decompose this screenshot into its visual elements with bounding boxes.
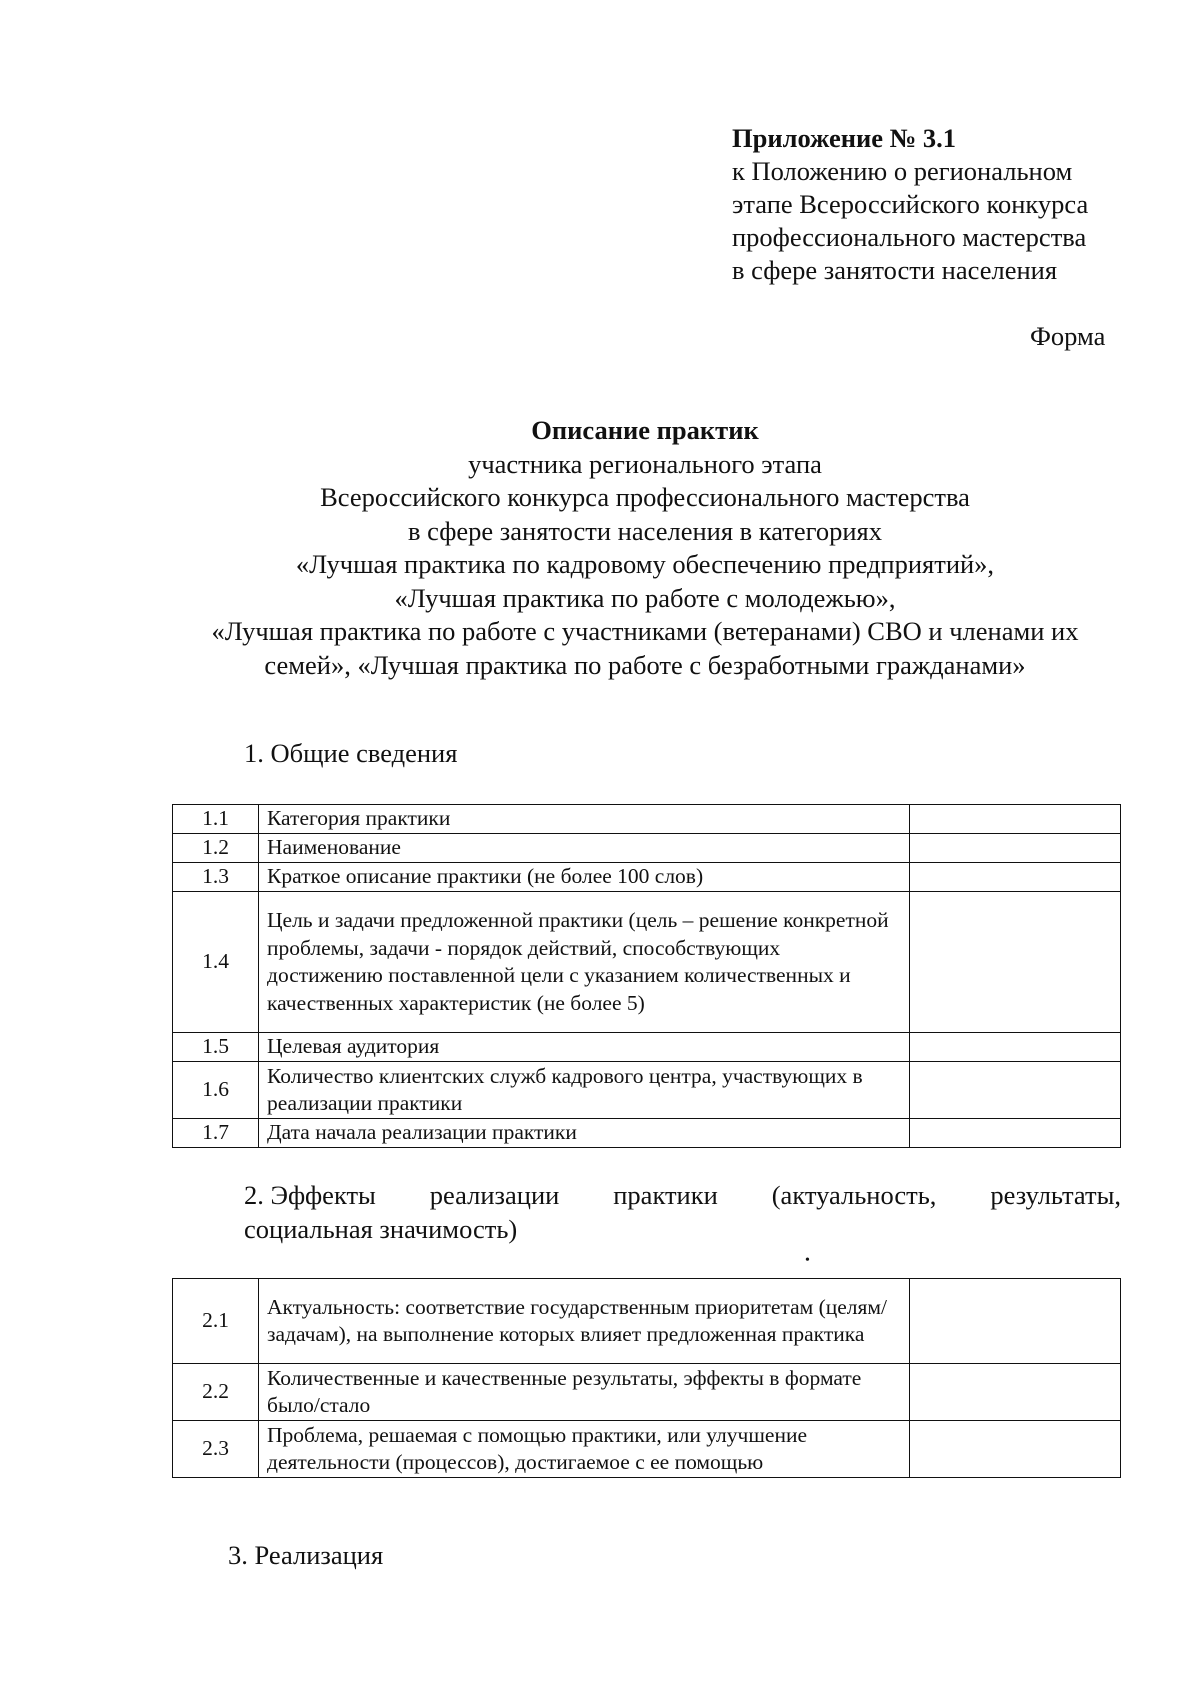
document-subtitle-line: в сфере занятости населения в категориях — [408, 515, 882, 546]
row-description: Проблема, решаемая с помощью практики, или улучшение деятельности (процессов), достигаемое с ее помощью — [259, 1421, 910, 1478]
row-number: 1.5 — [173, 1033, 259, 1062]
document-subtitle-line: «Лучшая практика по работе с участниками (ветеранами) СВО и членами их — [211, 616, 1079, 646]
row-value-cell[interactable] — [910, 1062, 1121, 1119]
section-2-heading — [244, 1178, 1121, 1246]
row-number: 1.1 — [173, 805, 259, 834]
row-description: Дата начала реализации практики — [259, 1119, 910, 1148]
heading-word: результаты, — [990, 1180, 1121, 1210]
row-description: Актуальность: соответствие государственным приоритетам (целям/задачам), на выполнение которых влияет предложенная практика — [259, 1279, 910, 1364]
section-2-heading-line — [244, 1178, 1121, 1212]
effects-table — [172, 1278, 1121, 1478]
table-row — [173, 1119, 1121, 1148]
document-subtitle-line: «Лучшая практика по работе с молодежью», — [394, 582, 896, 613]
appendix-line: этапе Всероссийского конкурса — [732, 189, 1089, 219]
row-description: Количество клиентских служб кадрового центра, участвующих в реализации практики — [259, 1062, 910, 1119]
form-label: Форма — [1030, 321, 1106, 351]
general-info-table — [172, 804, 1121, 1148]
row-number: 1.6 — [173, 1062, 259, 1119]
row-description: Целевая аудитория — [259, 1033, 910, 1062]
row-value-cell[interactable] — [910, 1364, 1121, 1421]
document-title: Описание практик — [531, 415, 759, 445]
document-subtitle-line: семей», «Лучшая практика по работе с безработными гражданами» — [264, 649, 1026, 680]
section-2-heading-line: социальная значимость) — [244, 1214, 518, 1244]
heading-word: практики — [613, 1180, 718, 1210]
row-description: Краткое описание практики (не более 100 слов) — [259, 863, 910, 892]
row-value-cell[interactable] — [910, 1279, 1121, 1364]
section-3-heading: 3. Реализация — [228, 1540, 384, 1570]
table-row — [173, 1421, 1121, 1478]
row-number: 2.1 — [173, 1279, 259, 1364]
row-description: Цель и задачи предложенной практики (цель – решение конкретной проблемы, задачи - порядок действий, способствующих достижению поставленной цели с указанием количественных и качественных характеристик (не более 5) — [259, 892, 910, 1033]
table-row — [173, 892, 1121, 1033]
table-row — [173, 1364, 1121, 1421]
appendix-title: Приложение № 3.1 — [732, 123, 957, 153]
row-value-cell[interactable] — [910, 1033, 1121, 1062]
table-row — [173, 1033, 1121, 1062]
row-description: Категория практики — [259, 805, 910, 834]
row-number: 2.3 — [173, 1421, 259, 1478]
document-subtitle-line: «Лучшая практика по кадровому обеспечению предприятий», — [295, 549, 995, 579]
heading-word: реализации — [429, 1180, 560, 1210]
table-row — [173, 863, 1121, 892]
heading-word: 2. Эффекты — [244, 1180, 376, 1210]
row-description: Количественные и качественные результаты, эффекты в формате было/стало — [259, 1364, 910, 1421]
row-description: Наименование — [259, 834, 910, 863]
appendix-header — [732, 122, 1162, 287]
row-number: 1.3 — [173, 863, 259, 892]
row-value-cell[interactable] — [910, 1119, 1121, 1148]
heading-word: (актуальность, — [771, 1180, 937, 1210]
appendix-line: профессионального мастерства — [732, 222, 1087, 252]
row-value-cell[interactable] — [910, 805, 1121, 834]
row-number: 2.2 — [173, 1364, 259, 1421]
stray-mark: • — [805, 1253, 810, 1268]
row-value-cell[interactable] — [910, 892, 1121, 1033]
document-title-block — [120, 414, 1170, 682]
row-value-cell[interactable] — [910, 834, 1121, 863]
row-value-cell[interactable] — [910, 1421, 1121, 1478]
table-row — [173, 805, 1121, 834]
table-row — [173, 834, 1121, 863]
document-subtitle-line: Всероссийского конкурса профессионального мастерства — [320, 482, 970, 512]
table-row — [173, 1062, 1121, 1119]
row-number: 1.7 — [173, 1119, 259, 1148]
document-subtitle-line: участника регионального этапа — [468, 448, 822, 479]
row-number: 1.4 — [173, 892, 259, 1033]
row-value-cell[interactable] — [910, 863, 1121, 892]
appendix-line: в сфере занятости населения — [732, 255, 1058, 285]
table-row — [173, 1279, 1121, 1364]
row-number: 1.2 — [173, 834, 259, 863]
appendix-line: к Положению о региональном — [732, 156, 1073, 186]
section-1-heading: 1. Общие сведения — [244, 738, 458, 768]
